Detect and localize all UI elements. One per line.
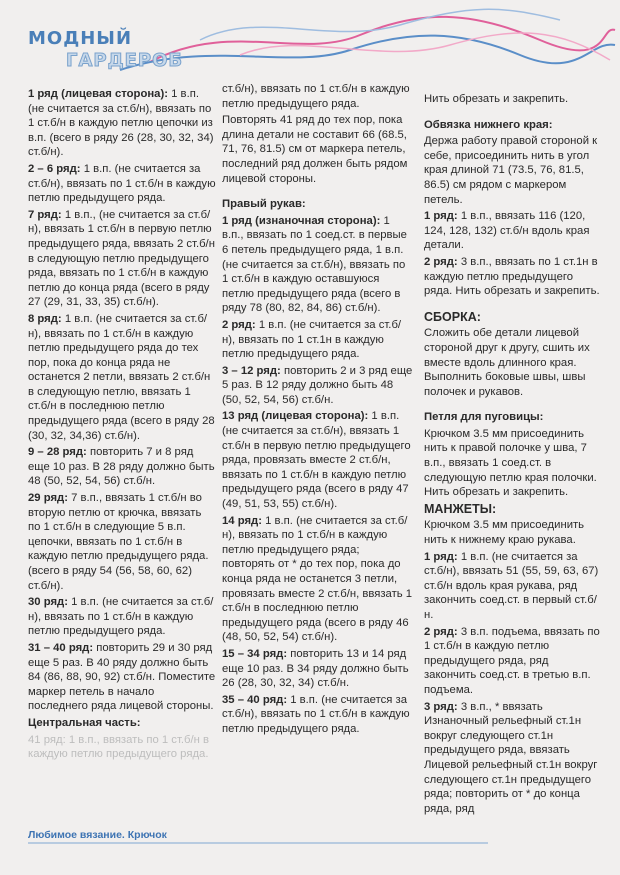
row-text: 1 в.п. (не считается за ст.б/н), ввязать по 1 ст.б/н в каждую петлю предыдущего ряда. [222,693,410,735]
row-text: 1 в.п., ввязать 116 (120, 124, 128, 132) ст.б/н вдоль края детали. [424,210,590,252]
row-text: 1 в.п. (не считается за ст.б/н), ввязать по 1 ст.1н в каждую петлю предыдущего ряда. [222,318,402,361]
row-label: 31 – 40 ряд: [28,641,94,654]
section-heading: Центральная часть: [28,716,141,729]
row-label: 15 – 34 ряд: [222,647,288,660]
row-text: 1 в.п. (не считается за ст.б/н), ввязать 1 ст.б/н в первую петлю предыдущего ряда, провязать вместе 2 ст.б/н, ввязать по 1 ст.б/н в каждую петлю предыдущего ряда (всего в ряду 47 (49, 51, 53, 55) ст.б/н). [222,410,411,511]
magazine-footer: Любимое вязание. Крючок [28,829,167,841]
row-text: Держа работу правой стороной к себе, присоединить нить в угол края длиной 71 (73.5, 76, 81.5, 86.5) см рядом с маркером петель. [424,135,598,206]
row-label: 14 ряд: [222,514,262,527]
section-subtitle: ГАРДЕРОБ [66,50,184,71]
row-text: Крючком 3.5 мм присоединить нить к правой полочке у шва, 7 в.п., ввязать 1 соед.ст. в следующую петлю края полочки. Нить обрезать и закрепить. [424,427,597,499]
row-text: повторить 29 и 30 ряд еще 5 раз. В 40 ряду должно быть 84 (86, 88, 90, 92) ст.б/н. Поместите маркер петель в начало последнего ряда лицевой стороны. [28,641,216,713]
row-text: 3 в.п., ввязать по 1 ст.1н в каждую петлю предыдущего ряда. Нить обрезать и закрепить. [424,255,600,298]
row-text: Повторять 41 ряд до тех пор, пока длина детали не составит 66 (68.5, 71, 76, 81.5) см от маркера петель, последний ряд должен быть рядом лицевой стороны. [222,114,408,185]
section-heading: Правый рукав: [222,198,306,211]
row-label: 13 ряд (лицевая сторона): [222,410,369,423]
row-text: 3 в.п., * ввязать Изнаночный рельефный ст.1н вокруг следующего ст.1н предыдущего ряда, ввязать Лицевой рельефный ст.1н вокруг следующего ст.1н предыдущего ряда; повторить от * до конца ряда, ряд [424,700,598,815]
column-1 [28,87,216,764]
row-label: 30 ряд: [28,596,68,609]
row-text: 1 в.п., ввязать по 1 соед.ст. в первые 6 петель предыдущего ряда, 1 в.п. (не считается за ст.б/н), ввязать по 1 ст.б/н в каждую оставшуюся петлю предыдущего ряда (всего в ряду 78 (80, 82, 84, 86) ст.б/н). [222,214,407,315]
row-label: 1 ряд (изнаночная сторона): [222,214,381,227]
row-text: 7 в.п., ввязать 1 ст.б/н во вторую петлю от крючка, ввязать по 1 ст.б/н в следующие 5 в.п. цепочки, ввязать по 1 ст.б/н в каждую петлю предыдущего ряда. (всего в ряду 54 (56, 58, 60, 62) ст.б/н). [28,492,209,592]
row-text: Сложить обе детали лицевой стороной друг к другу, сшить их вместе вдоль длинного края. Выполнить боковые швы, швы полочек и рукавов. [424,327,590,398]
row-text: 1 в.п. (не считается за ст.б/н), ввязать по 1 ст.б/н в каждую петлю цепочки из в.п. (всего в ряду 26 (28, 30, 32, 34) ст.б/н). [28,88,214,159]
footer-divider [28,842,488,844]
row-text: 1 в.п. (не считается за ст.б/н), ввязать по 1 ст.б/н в каждую петлю предыдущего ряда. [28,596,214,638]
section-heading: Обвязка нижнего края: [424,118,553,131]
magazine-header [0,0,620,80]
row-label: 2 – 6 ряд: [28,162,81,175]
row-text: 1 в.п. (не считается за ст.б/н), ввязать по 1 ст.б/н в каждую петлю предыдущего ряда. [28,162,216,205]
row-label: 1 ряд (лицевая сторона): [28,88,168,100]
row-text: повторить 2 и 3 ряд еще 5 раз. В 12 ряду должно быть 48 (50, 52, 54, 56) ст.б/н. [222,364,413,406]
row-text: 1 в.п. (не считается за ст.б/н), ввязать по 1 ст.б/н в каждую петлю предыдущего ряда до тех пор, пока до конца ряда не останется 2 петли, ввязать 2 ст.б/н в следующую петлю, ввязать 1 ст.б/н в последнюю петлю предыдущего ряда (всего в ряду 28 (30, 32, 34,36) ст.б/н). [28,312,215,442]
row-label: 2 ряд: [424,255,458,268]
row-label: 2 ряд: [424,625,458,638]
section-heading: МАНЖЕТЫ: [424,501,497,516]
row-label: 1 ряд: [424,550,458,563]
faded-text: 41 ряд: 1 в.п., ввязать по 1 ст.б/н в каждую петлю предыдущего ряда. [28,733,210,761]
row-text: Крючком 3.5 мм присоединить нить к нижнему краю рукава. [424,519,585,547]
section-heading: Петля для пуговицы: [424,411,544,424]
row-text: 1 в.п. (не считается за ст.б/н), ввязать 51 (55, 59, 63, 67) ст.б/н вдоль края рукава, ряд закончить соед.ст. в первый ст.б/н. [424,550,599,621]
row-text: 1 в.п., (не считается за ст.б/н), ввязать 1 ст.б/н в первую петлю предыдущего ряда, ввязать 2 ст.б/н в следующую петлю предыдущего ряда, ввязать по 1 ст.б/н в каждую петлю до конца ряда (всего в ряду 27 (29, 31, 33, 35) ст.б/н). [28,208,215,309]
row-label: 3 – 12 ряд: [222,364,281,377]
row-label: 3 ряд: [424,700,458,713]
row-label: 8 ряд: [28,312,62,325]
row-text: 1 в.п. (не считается за ст.б/н), ввязать по 1 ст.б/н в каждую петлю предыдущего ряда; повторять от * до тех пор, пока до конца ряда не останется 3 петли, провязать вместе 2 ст.б/н, ввязать 1 ст.б/н в последнюю петлю предыдущего ряда (всего в ряду 46 (48, 50, 52, 54) ст.б/н). [222,514,413,644]
row-label: 29 ряд: [28,492,68,505]
row-text: 3 в.п. подъема, ввязать по 1 ст.б/н в каждую петлю предыдущего ряда, ряд закончить соед.ст. в третью в.п. подъема. [424,625,600,696]
row-label: 9 – 28 ряд: [28,446,87,459]
row-label: 1 ряд: [424,210,458,223]
section-heading: СБОРКА: [424,309,481,324]
column-2 [222,82,414,739]
row-label: 2 ряд: [222,318,256,331]
row-text: повторить 13 и 14 ряд еще 10 раз. В 34 ряду должно быть 26 (28, 30, 32, 34) ст.б/н. [222,647,409,690]
section-title: МОДНЫЙ [28,28,133,49]
row-text: повторить 7 и 8 ряд еще 10 раз. В 28 ряду должно быть 48 (50, 52, 54, 56) ст.б/н. [28,446,215,488]
column-3 [424,92,602,818]
row-label: 35 – 40 ряд: [222,693,288,706]
row-text: Нить обрезать и закрепить. [424,93,569,105]
row-label: 7 ряд: [28,208,62,221]
row-text: ст.б/н), ввязать по 1 ст.б/н в каждую петлю предыдущего ряда. [222,83,410,110]
